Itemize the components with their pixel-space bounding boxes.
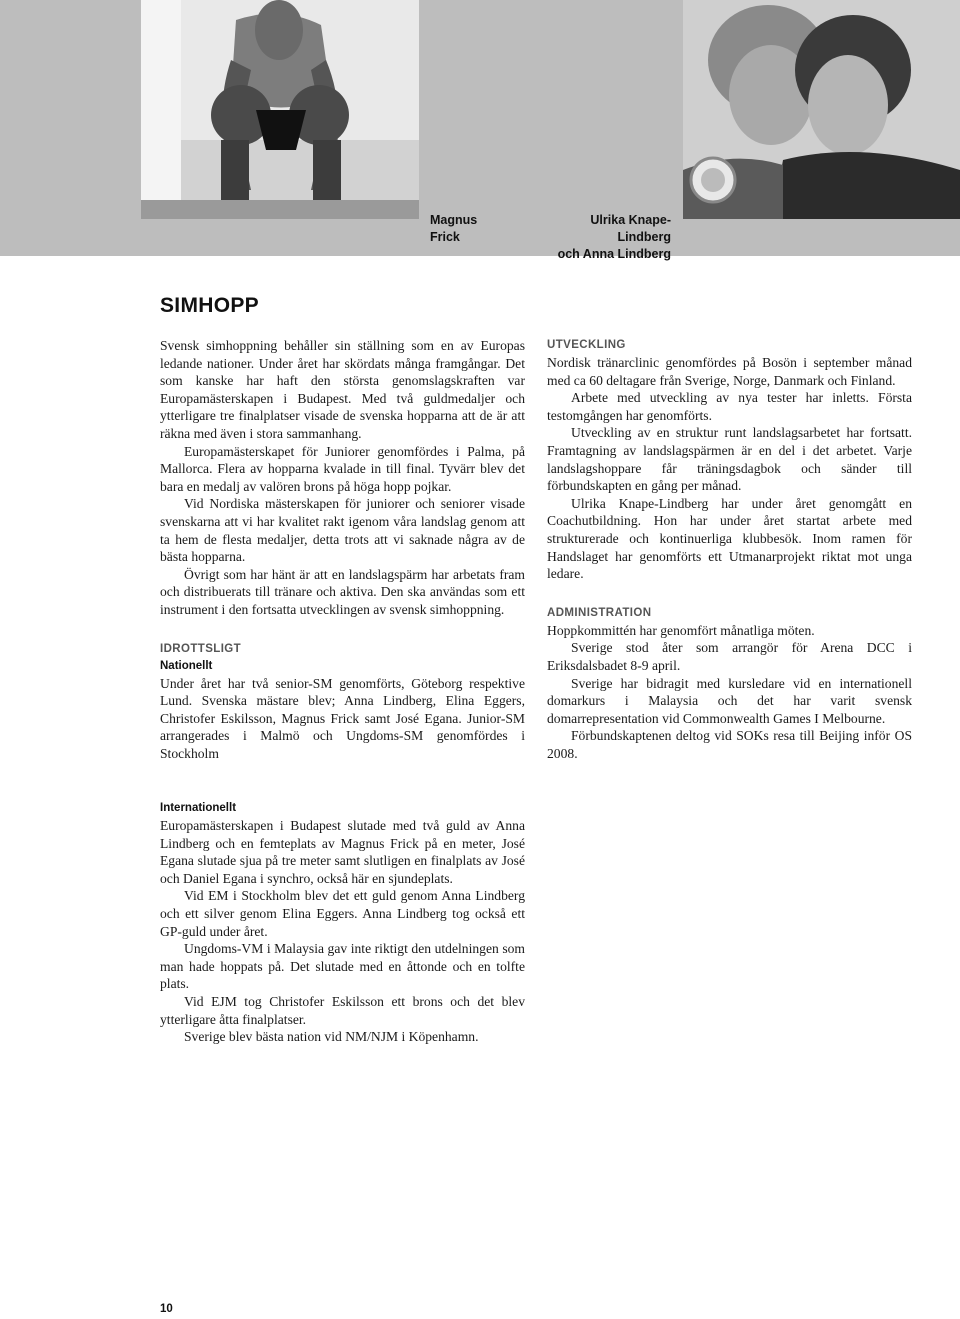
administration-paragraph-2: Sverige stod åter som arrangör för Arena DCC i Eriksdalsbadet 8-9 april. bbox=[547, 640, 912, 673]
photo-coach-and-diver bbox=[683, 0, 960, 219]
photo-diver bbox=[141, 0, 419, 219]
section-heading-idrottsligt: IDROTTSLIGT bbox=[160, 642, 242, 655]
section-heading-utveckling: UTVECKLING bbox=[547, 339, 626, 351]
intro-paragraph-4: Övrigt som har hänt är att en landslagspärm har arbetats fram och distribuerats till tränare och aktiva. Den ska användas som ett instrument i den fortsatta utvecklingen av svensk simhoppning. bbox=[160, 566, 525, 617]
caption-left bbox=[430, 212, 477, 246]
nationellt-paragraph-1: Under året har två senior-SM genomförts, Göteborg respektive Lund. Svenska mästare blev; Anna Lindberg, Elina Eggers, Christofer Eskilsson, Magnus Frick samt José Egana. Junior-SM arrangerades i Malmö och Ungdoms-SM genomfördes i Stockholm bbox=[160, 675, 525, 761]
utveckling-paragraph-1: Nordisk tränarclinic genomfördes på Bosön i september månad med ca 60 deltagare från Sverige, Norge, Danmark och Finland. bbox=[547, 355, 912, 388]
utveckling-paragraph-4: Ulrika Knape-Lindberg har under året genomgått en Coachutbildning. Hon har under året startat arbete med strukturerade och kontinuerliga klubbesök. Inom ramen för Handslaget har genomförts ett Utmanarprojekt riktat mot unga ledare. bbox=[547, 495, 912, 582]
left-column-bottom bbox=[160, 800, 525, 1046]
caption-right-line-2: och Anna Lindberg bbox=[557, 247, 671, 261]
utveckling-paragraph-3: Utveckling av en struktur runt landslagsarbetet har fortsatt. Framtagning av landslagspärmen är en del i det arbetet. Varje landslagshoppare får träningsdagbok och sänder till förbundskapten en gång per månad. bbox=[547, 425, 912, 494]
intro-paragraph-2: Europamästerskapet för Juniorer genomfördes i Palma, på Mallorca. Flera av hopparna kvalade in till final. Tyvärr blev det bara en medalj av valören brons på höga hopp pojkar. bbox=[160, 443, 525, 494]
section-heading-administration: ADMINISTRATION bbox=[547, 606, 652, 619]
subheading-nationellt: Nationellt bbox=[160, 659, 213, 672]
utveckling-paragraph-2: Arbete med utveckling av nya tester har inletts. Första testomgången har genomförts. bbox=[547, 390, 912, 423]
caption-right bbox=[542, 212, 671, 263]
internationellt-paragraph-5: Sverige blev bästa nation vid NM/NJM i Köpenhamn. bbox=[184, 1029, 479, 1045]
left-column bbox=[160, 337, 525, 762]
internationellt-paragraph-4: Vid EJM tog Christofer Eskilsson ett brons och det blev ytterligare åtta finalplatser. bbox=[160, 993, 525, 1027]
caption-left-line-1: Magnus bbox=[430, 213, 478, 227]
diver-photo-image bbox=[141, 0, 419, 219]
intro-paragraph-1: Svensk simhoppning behåller sin ställning som en av Europas ledande nationer. Under året har skördats många framgångar. Det som kanske har haft den största genomslagskraften var Europamästerskapen i Budapest. Med två guldmedaljer och ytterligare tre finalplatser visade de svenska hopparna att de är att räkna med även i stora sammanhang. bbox=[160, 338, 525, 441]
right-column bbox=[547, 337, 912, 762]
internationellt-paragraph-2: Vid EM i Stockholm blev det ett guld genom Anna Lindberg och ett silver genom Elina Eggers. Anna Lindberg tog också ett GP-guld under året. bbox=[160, 888, 525, 939]
page-number: 10 bbox=[160, 1303, 173, 1315]
administration-paragraph-4: Förbundskaptenen deltog vid SOKs resa till Beijing inför OS 2008. bbox=[547, 728, 912, 761]
administration-paragraph-1: Hoppkommittén har genomfört månatliga möten. bbox=[547, 622, 815, 638]
intro-paragraph-3: Vid Nordiska mästerskapen för juniorer och seniorer visade svenskarna att vi har kvalitet rakt igenom våra landslag genom att ta hem de flesta medaljer, detta trots att vi saknade några av de bästa hopparna. bbox=[160, 496, 525, 565]
internationellt-paragraph-3: Ungdoms-VM i Malaysia gav inte riktigt den utdelningen som man hade hoppats på. Det slutade med en åttonde och en tolfte plats. bbox=[160, 941, 525, 992]
administration-paragraph-3: Sverige har bidragit med kursledare vid en internationell domarkurs i Malaysia och det har varit svensk domarrepresentation vid Commonwealth Games I Melbourne. bbox=[547, 675, 912, 726]
internationellt-paragraph-1: Europamästerskapen i Budapest slutade med två guld av Anna Lindberg och en femteplats av Magnus Frick på en meter, José Egana slutade sjua på tre meter samt slutligen en finalplats av José och Daniel Egana i synchro, också här en sjundeplats. bbox=[160, 818, 525, 886]
coach-diver-photo-image bbox=[683, 0, 960, 219]
page-title: SIMHOPP bbox=[160, 294, 259, 317]
caption-left-line-2: Frick bbox=[430, 230, 460, 244]
subheading-internationellt: Internationellt bbox=[160, 802, 237, 814]
caption-right-line-1: Ulrika Knape-Lindberg bbox=[590, 213, 671, 244]
